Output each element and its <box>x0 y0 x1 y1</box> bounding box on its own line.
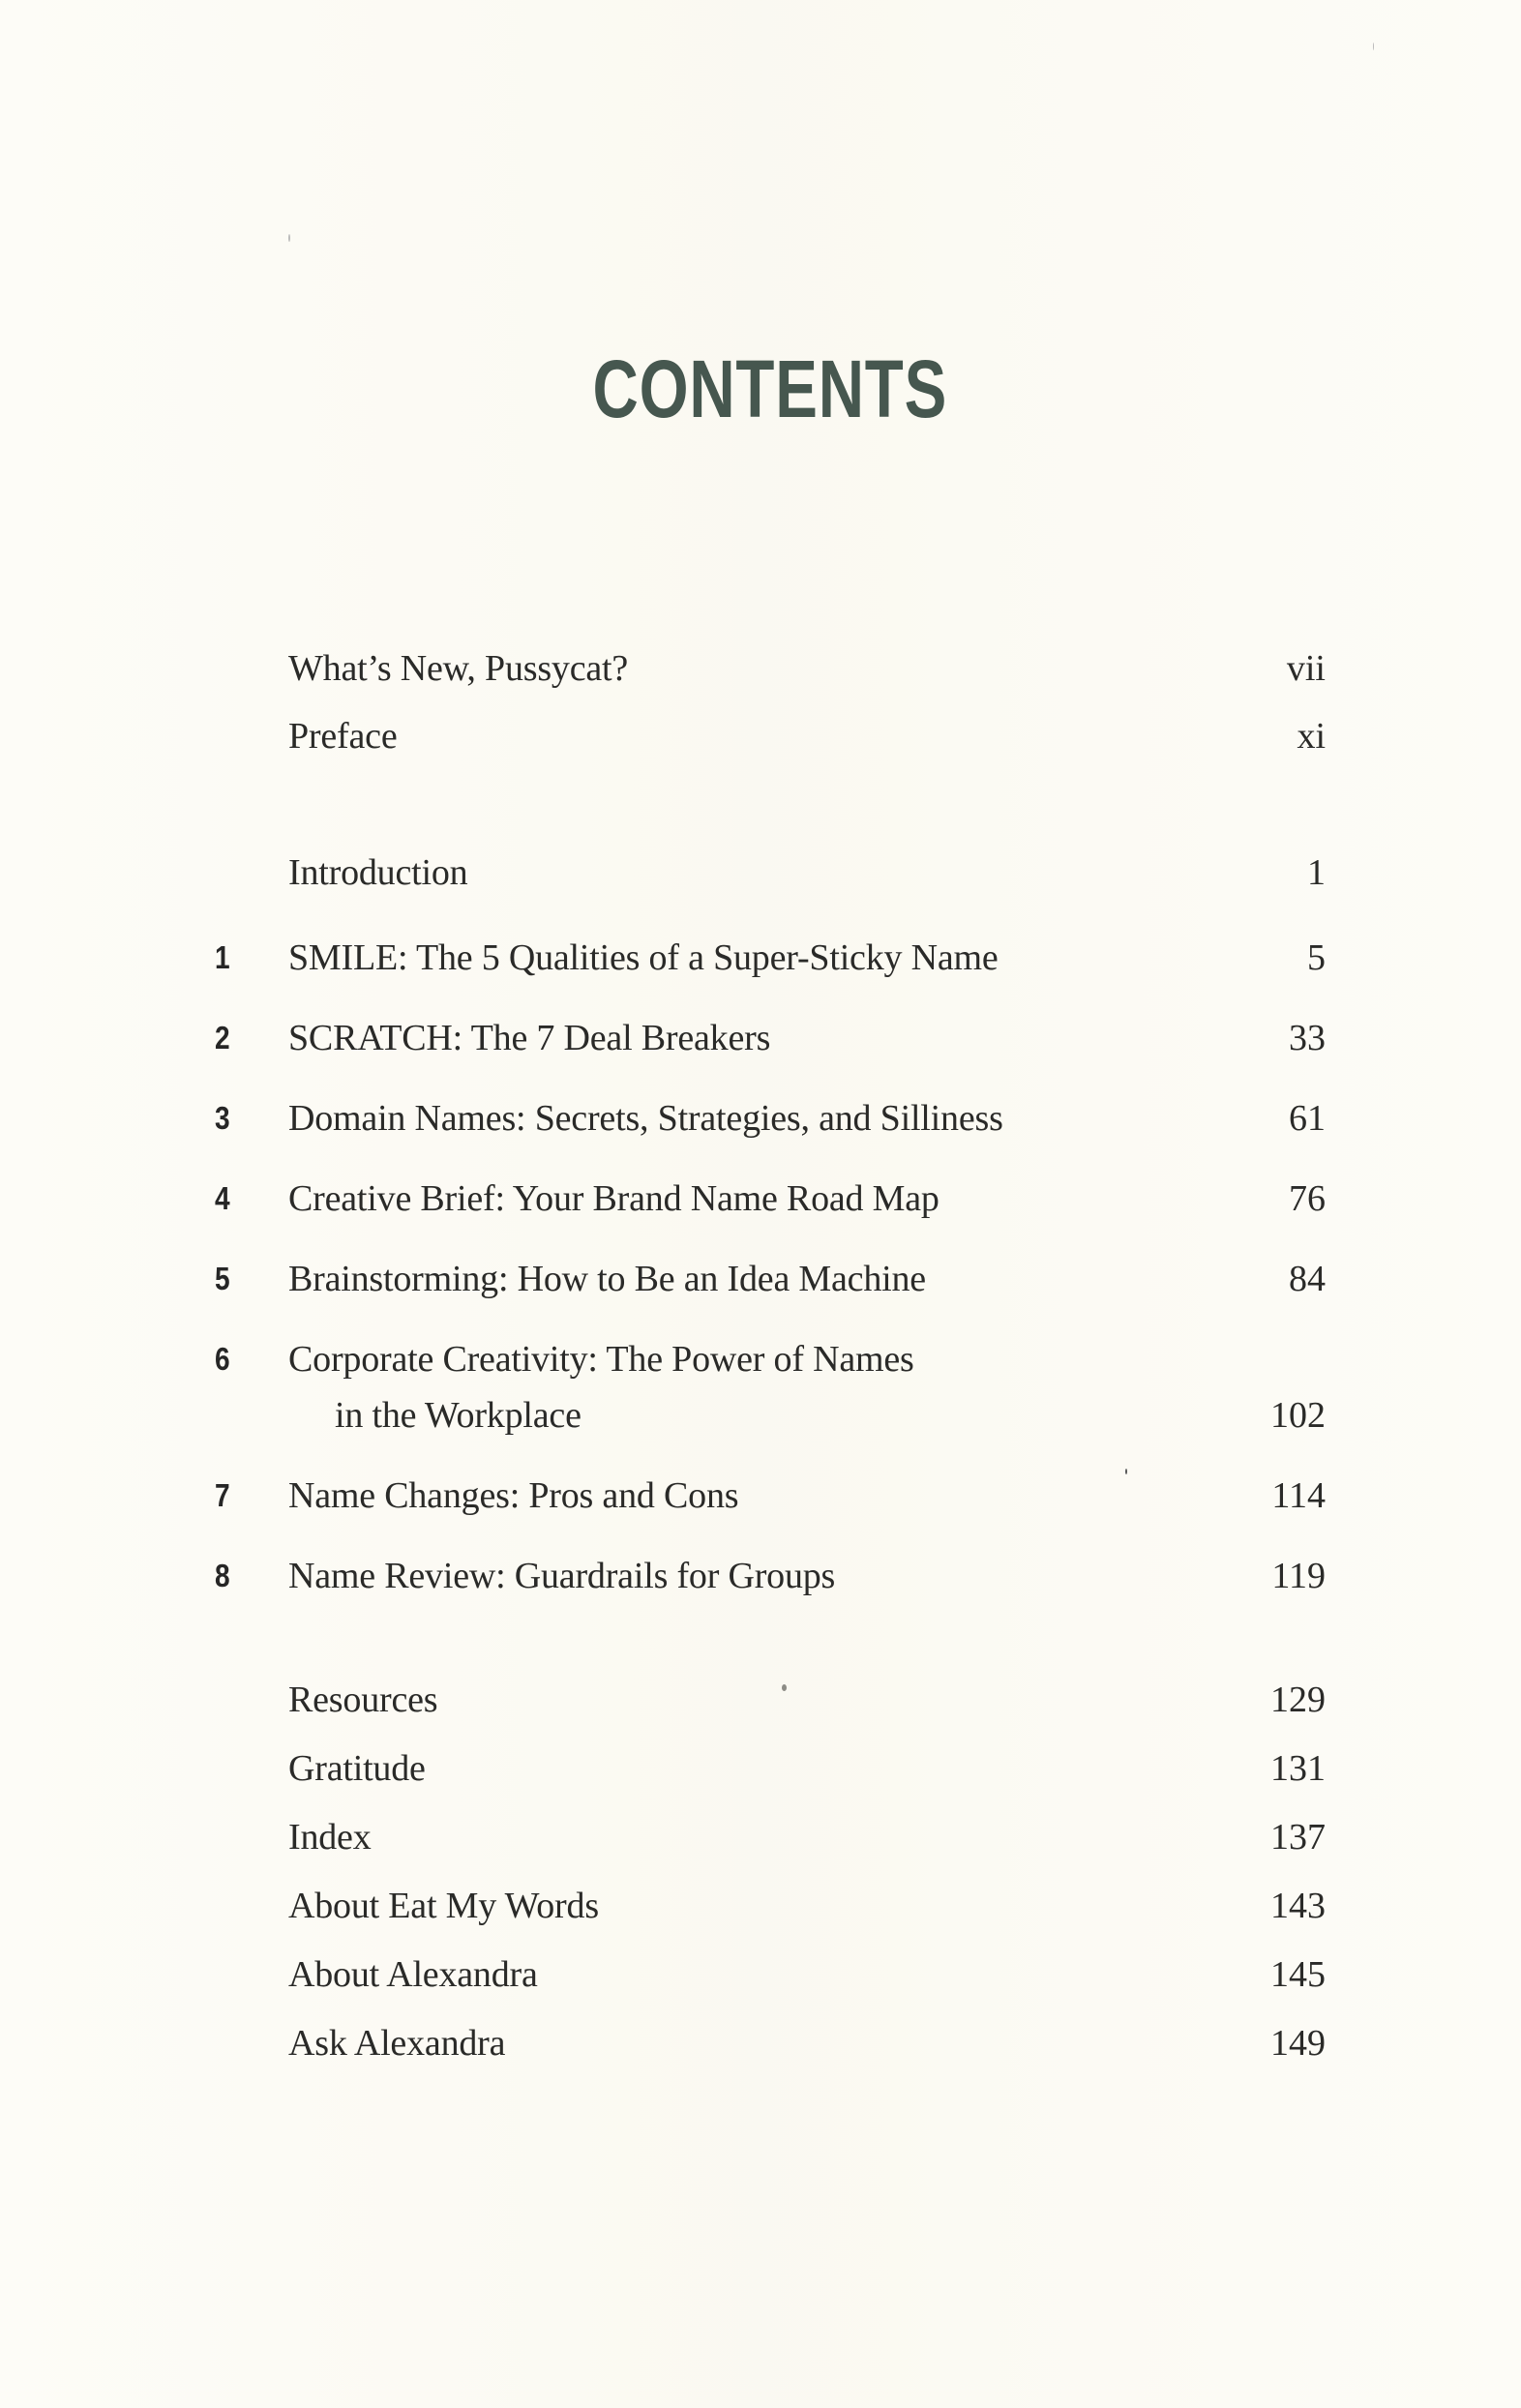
toc-entry-page: 149 <box>1270 2023 1326 2064</box>
toc-entry-title: Introduction <box>288 852 468 893</box>
toc-entry-title: Gratitude <box>288 1748 426 1789</box>
scan-speck <box>1125 1469 1127 1474</box>
toc-entry-page: xi <box>1297 716 1326 757</box>
toc-entry-page: 137 <box>1270 1817 1326 1858</box>
chapter-number: 7 <box>215 1477 230 1513</box>
toc-entry-page: 76 <box>1289 1178 1326 1219</box>
chapter-number: 8 <box>215 1558 230 1593</box>
toc-entry-title: Brainstorming: How to Be an Idea Machine <box>288 1259 926 1299</box>
toc-entry-chapter[interactable] <box>0 1472 1521 1520</box>
chapter-number: 1 <box>215 939 230 975</box>
toc-entry-page: 102 <box>1270 1395 1326 1436</box>
toc-entry-page: 33 <box>1289 1018 1326 1058</box>
toc-entry-page: 119 <box>1271 1556 1326 1596</box>
toc-entry-chapter[interactable] <box>0 1094 1521 1143</box>
toc-entry-chapter[interactable] <box>0 1014 1521 1062</box>
scan-speck <box>1373 43 1374 50</box>
toc-entry-title: About Alexandra <box>288 1954 538 1995</box>
chapter-number: 5 <box>215 1261 230 1296</box>
toc-entry-page: 114 <box>1271 1475 1326 1516</box>
chapter-number: 3 <box>215 1100 230 1136</box>
toc-entry-front-matter[interactable] <box>0 712 1521 760</box>
toc-entry-page: vii <box>1286 648 1326 689</box>
toc-entry-page: 84 <box>1289 1259 1326 1299</box>
chapter-number: 6 <box>215 1341 230 1377</box>
toc-entry-title: Corporate Creativity: The Power of Names <box>288 1339 914 1380</box>
toc-entry-back-matter[interactable] <box>0 1813 1521 1861</box>
scan-speck <box>782 1684 787 1691</box>
toc-entry-back-matter[interactable] <box>0 1676 1521 1724</box>
toc-entry-page: 61 <box>1289 1098 1326 1139</box>
toc-entry-title: Index <box>288 1817 372 1858</box>
toc-entry-back-matter[interactable] <box>0 1744 1521 1793</box>
toc-entry-chapter[interactable] <box>0 1174 1521 1223</box>
toc-entry-back-matter[interactable] <box>0 2019 1521 2067</box>
toc-entry-page: 145 <box>1270 1954 1326 1995</box>
toc-entry-title: Name Changes: Pros and Cons <box>288 1475 739 1516</box>
toc-entry-chapter[interactable] <box>0 1335 1521 1383</box>
toc-entry-title: Resources <box>288 1680 438 1720</box>
chapter-number: 4 <box>215 1180 230 1216</box>
toc-entry-introduction[interactable] <box>0 848 1521 897</box>
toc-entry-back-matter[interactable] <box>0 1882 1521 1930</box>
toc-entry-title-continued: in the Workplace <box>335 1395 582 1436</box>
toc-entry-page: 5 <box>1307 937 1326 978</box>
toc-entry-title: SMILE: The 5 Qualities of a Super-Sticky Name <box>288 937 999 978</box>
toc-entry-chapter[interactable] <box>0 1552 1521 1600</box>
toc-entry-chapter[interactable] <box>0 934 1521 982</box>
toc-entry-title: Name Review: Guardrails for Groups <box>288 1556 836 1596</box>
toc-entry-title: SCRATCH: The 7 Deal Breakers <box>288 1018 771 1058</box>
toc-entry-title: Creative Brief: Your Brand Name Road Map <box>288 1178 939 1219</box>
scan-speck <box>288 234 290 242</box>
toc-entry-page: 131 <box>1270 1748 1326 1789</box>
chapter-number: 2 <box>215 1020 230 1055</box>
toc-entry-title: Ask Alexandra <box>288 2023 506 2064</box>
toc-entry-page: 129 <box>1270 1680 1326 1720</box>
toc-entry-back-matter[interactable] <box>0 1950 1521 1999</box>
toc-entry-title: About Eat My Words <box>288 1886 599 1926</box>
toc-entry-page: 1 <box>1307 852 1326 893</box>
toc-entry-page: 143 <box>1270 1886 1326 1926</box>
page-title: CONTENTS <box>592 343 948 434</box>
toc-entry-title: Domain Names: Secrets, Strategies, and Silliness <box>288 1098 1003 1139</box>
toc-entry-title: What’s New, Pussycat? <box>288 648 629 689</box>
toc-entry-title: Preface <box>288 716 398 757</box>
toc-entry-front-matter[interactable] <box>0 644 1521 693</box>
toc-entry-chapter[interactable] <box>0 1255 1521 1303</box>
toc-entry-chapter-continued[interactable] <box>0 1391 1521 1440</box>
